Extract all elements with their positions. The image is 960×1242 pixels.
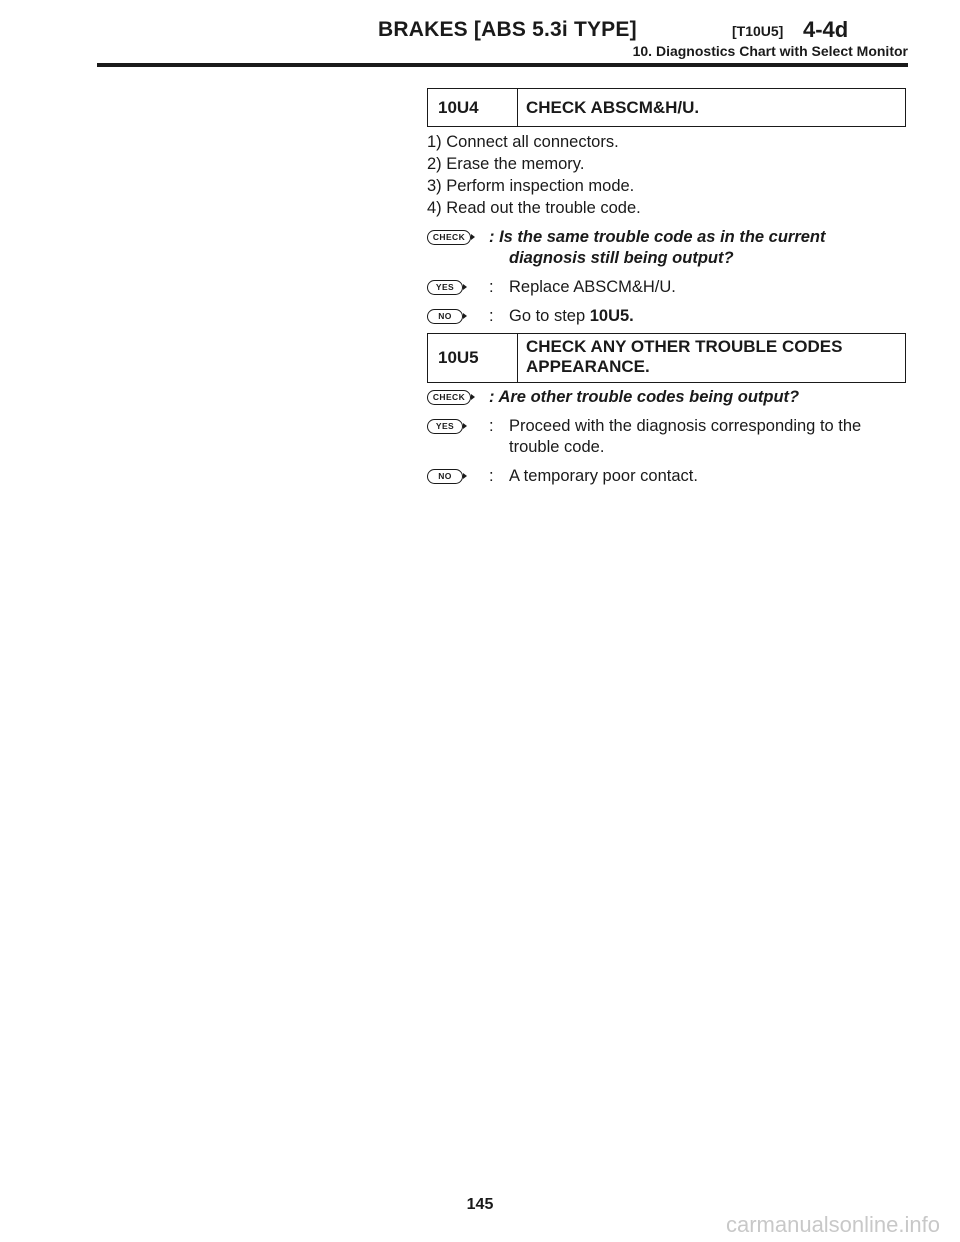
no-row: NO : Go to step 10U5.: [427, 306, 906, 327]
no-icon: NO: [427, 469, 463, 484]
header-section: 4-4d: [803, 17, 849, 42]
step-header: [427, 333, 906, 383]
no-row: NO : A temporary poor contact.: [427, 466, 906, 487]
check-question: : Are other trouble codes being output?: [489, 388, 800, 406]
check-question: : Is the same trouble code as in the current: [489, 228, 826, 246]
procedure-item: 4) Read out the trouble code.: [427, 199, 641, 217]
procedure-list: [427, 131, 906, 219]
no-answer: Go to step: [509, 307, 586, 325]
no-icon: NO: [427, 309, 463, 324]
procedure-item: 1) Connect all connectors.: [427, 133, 619, 151]
header-rule: [97, 63, 908, 67]
header-title: BRAKES [ABS 5.3i TYPE]: [378, 18, 637, 41]
check-row: [427, 387, 906, 408]
header-code: [T10U5]: [732, 23, 784, 39]
yes-icon: YES: [427, 419, 463, 434]
step-title: CHECK ABSCM&H/U.: [526, 97, 700, 117]
header-subtitle: 10. Diagnostics Chart with Select Monitor: [632, 43, 908, 59]
yes-answer: Replace ABSCM&H/U.: [509, 278, 676, 296]
step-10u5: [427, 333, 906, 487]
yes-row: YES : Replace ABSCM&H/U.: [427, 277, 906, 298]
check-row: [427, 227, 906, 269]
step-number: 10U5: [428, 334, 518, 382]
watermark: carmanualsonline.info: [725, 1212, 940, 1237]
step-link-10u5: 10U5.: [589, 307, 634, 325]
yes-answer: Proceed with the diagnosis corresponding to the trouble code.: [509, 417, 862, 456]
step-header: [427, 88, 906, 127]
check-icon: CHECK: [427, 390, 471, 405]
step-title-line2: APPEARANCE.: [526, 357, 650, 376]
procedure-item: 3) Perform inspection mode.: [427, 177, 635, 195]
check-question-cont: diagnosis still being output?: [509, 249, 734, 267]
page-header: [0, 0, 960, 70]
step-10u4: [427, 88, 906, 327]
step-title-line1: CHECK ANY OTHER TROUBLE CODES: [526, 337, 843, 356]
procedure-item: 2) Erase the memory.: [427, 155, 585, 173]
no-answer: A temporary poor contact.: [509, 467, 698, 485]
yes-icon: YES: [427, 280, 463, 295]
page-number: 145: [466, 1196, 494, 1213]
yes-row: YES : Proceed with the diagnosis corresponding to the trouble code.: [427, 416, 906, 458]
step-number: 10U4: [428, 89, 518, 126]
check-icon: CHECK: [427, 230, 471, 245]
